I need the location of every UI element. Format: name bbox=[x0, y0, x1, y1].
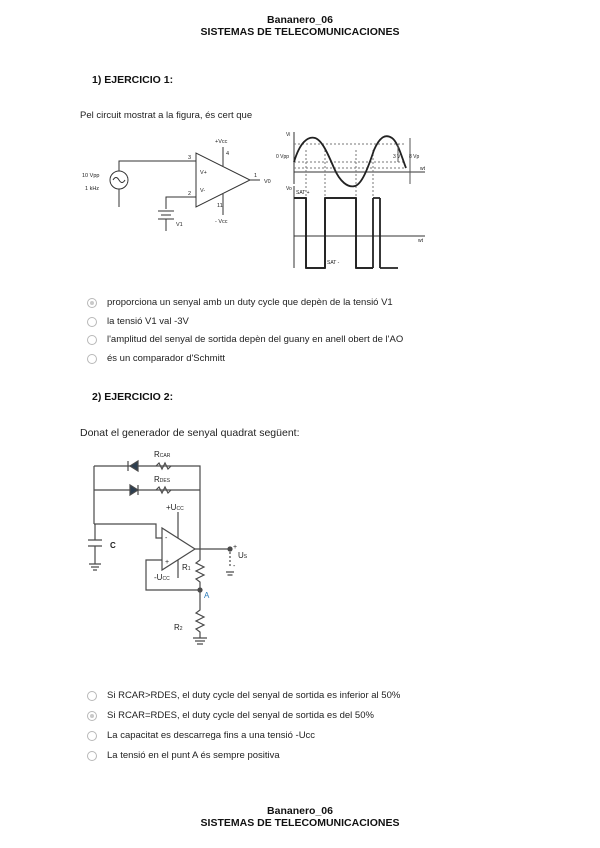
option-label: Si RCAR=RDES, el duty cycle del senyal de sortida es del 50% bbox=[107, 710, 374, 721]
exercise-1-waveform bbox=[270, 128, 430, 274]
square-wave bbox=[294, 198, 398, 268]
radio[interactable] bbox=[87, 691, 97, 701]
option-label: La tensió en el punt A és sempre positiva bbox=[107, 750, 280, 761]
radio[interactable] bbox=[87, 731, 97, 741]
ucc-pos-label: +UCC bbox=[166, 503, 184, 512]
option-label: l'amplitud del senyal de sortida depèn del guany en anell obert de l'AO bbox=[107, 334, 404, 345]
exercise-2-option-3[interactable] bbox=[87, 730, 315, 741]
pin-4-label: 4 bbox=[226, 151, 230, 157]
vo-label: Vo bbox=[286, 186, 292, 192]
vpp-label: 0 Vpp bbox=[276, 154, 290, 160]
vplus-label: V+ bbox=[200, 170, 207, 176]
v1-label: V1 bbox=[176, 222, 183, 228]
r2-label: R2 bbox=[174, 623, 183, 632]
exercise-1-option-4[interactable] bbox=[87, 353, 225, 364]
sat-neg-label: SAT - bbox=[327, 260, 340, 266]
radio[interactable] bbox=[87, 751, 97, 761]
exercise-1-option-3[interactable] bbox=[87, 334, 403, 345]
node-a-label: A bbox=[204, 591, 210, 600]
source-label: 10 Vpp bbox=[82, 173, 100, 179]
exercise-1-option-1[interactable] bbox=[87, 297, 393, 308]
radio[interactable] bbox=[87, 317, 97, 327]
exercise-2-title: 2) EJERCICIO 2: bbox=[92, 391, 174, 403]
exercise-2-option-2[interactable] bbox=[87, 710, 374, 721]
pin-2-label: 2 bbox=[188, 191, 192, 197]
footer-title: Bananero_06 bbox=[267, 805, 333, 817]
v8-label: 8 Vp bbox=[409, 154, 420, 160]
option-label: La capacitat es descarrega fins a una tensió -Ucc bbox=[107, 730, 316, 741]
radio[interactable] bbox=[87, 354, 97, 364]
option-label: proporciona un senyal amb un duty cycle que depèn de la tensió V1 bbox=[107, 297, 393, 308]
output-plus-label: + bbox=[233, 544, 238, 551]
radio-selected[interactable] bbox=[87, 711, 97, 721]
header-title: Bananero_06 bbox=[267, 14, 333, 26]
radio-selected[interactable] bbox=[87, 298, 97, 308]
option-label: és un comparador d'Schmitt bbox=[107, 353, 225, 364]
page-header bbox=[0, 14, 600, 38]
v3-label: 3 V bbox=[393, 154, 401, 160]
exercise-1-question: Pel circuit mostrat a la figura, és cert que bbox=[80, 110, 253, 121]
page-footer bbox=[0, 805, 600, 829]
output-label: V0 bbox=[264, 179, 271, 185]
header-subtitle: SISTEMAS DE TELECOMUNICACIONES bbox=[200, 26, 400, 38]
pin-3-label: 3 bbox=[188, 155, 192, 161]
opamp-noninv-label: + bbox=[165, 559, 170, 566]
exercise-2-question: Donat el generador de senyal quadrat següent: bbox=[80, 427, 300, 439]
wt2-label: wt bbox=[418, 238, 423, 244]
exercise-1-title: 1) EJERCICIO 1: bbox=[92, 74, 174, 86]
r1-label: R1 bbox=[182, 563, 191, 572]
exercise-1-option-2[interactable] bbox=[87, 316, 189, 327]
opamp-inv-label: - bbox=[165, 535, 168, 542]
pin-11-label: 11 bbox=[217, 203, 223, 209]
option-label: la tensió V1 val -3V bbox=[107, 316, 189, 327]
vminus-label: V- bbox=[200, 188, 206, 194]
freq-label: 1 kHz bbox=[85, 186, 100, 192]
vi-label: Vi bbox=[286, 132, 291, 138]
vcc-neg-label: - Vcc bbox=[215, 219, 228, 225]
sat-pos-label: SAT + bbox=[296, 190, 310, 196]
exercise-2-circuit bbox=[80, 440, 270, 650]
rcar-label: RCAR bbox=[154, 450, 171, 459]
rdes-label: RDES bbox=[154, 475, 171, 484]
exercise-2-option-4[interactable] bbox=[87, 750, 280, 761]
capacitor-label: C bbox=[110, 541, 116, 550]
option-label: Si RCAR>RDES, el duty cycle del senyal de sortida es inferior al 50% bbox=[107, 690, 401, 701]
vcc-pos-label: +Vcc bbox=[215, 139, 228, 145]
pin-1-label: 1 bbox=[254, 173, 258, 179]
footer-subtitle: SISTEMAS DE TELECOMUNICACIONES bbox=[200, 817, 400, 829]
us-label: US bbox=[238, 551, 248, 560]
output-minus-label: - bbox=[233, 563, 236, 570]
exercise-1-circuit bbox=[78, 135, 288, 245]
ucc-neg-label: -UCC bbox=[154, 573, 170, 582]
wt-label: wt bbox=[420, 166, 425, 172]
radio[interactable] bbox=[87, 335, 97, 345]
exercise-2-option-1[interactable] bbox=[87, 690, 400, 701]
